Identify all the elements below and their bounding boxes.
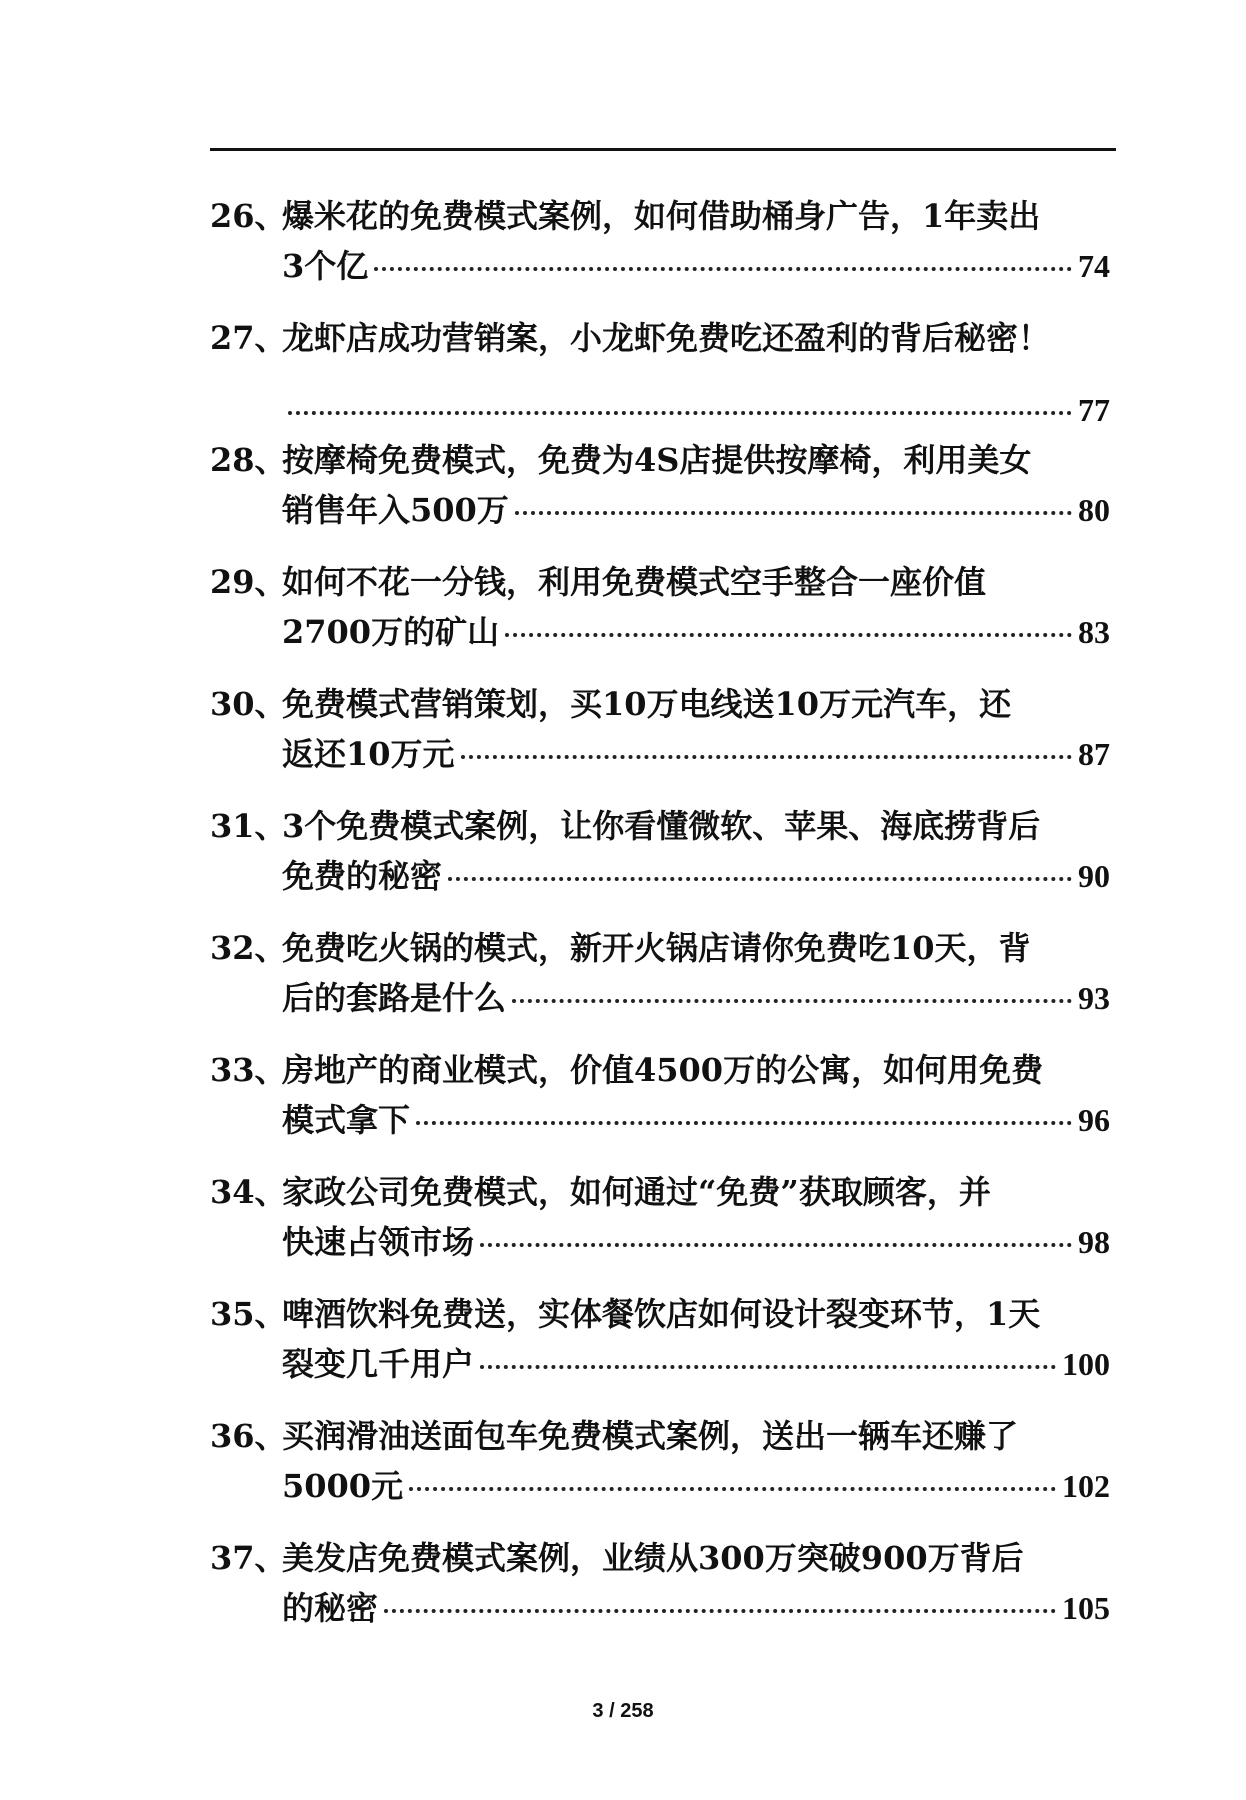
entry-title-continued: 返还10万元	[282, 735, 455, 773]
entry-page-number: 100	[1062, 1346, 1110, 1382]
entry-number: 29、	[210, 563, 287, 601]
entry-number: 34、	[210, 1173, 287, 1211]
toc-entry-26[interactable]	[210, 196, 1110, 318]
toc-entry-27[interactable]	[210, 318, 1110, 440]
toc-entry-30[interactable]	[210, 684, 1110, 806]
entry-title: 免费吃火锅的模式，新开火锅店请你免费吃10天，背	[282, 929, 1031, 967]
entry-page-number: 87	[1078, 736, 1110, 772]
toc-entry-35[interactable]	[210, 1294, 1110, 1416]
entry-page-number: 96	[1078, 1102, 1110, 1138]
dot-leader	[448, 877, 1072, 881]
entry-title-continued: 的秘密	[282, 1589, 379, 1627]
entry-title: 美发店免费模式案例，业绩从300万突破900万背后	[282, 1539, 1024, 1577]
entry-title: 爆米花的免费模式案例，如何借助桶身广告，1年卖出	[282, 197, 1041, 235]
entry-title-continued: 快速占领市场	[282, 1223, 475, 1261]
dot-leader	[512, 999, 1072, 1003]
dot-leader	[288, 411, 1072, 415]
table-of-contents	[210, 196, 1110, 1660]
dot-leader	[461, 755, 1072, 759]
dot-leader	[480, 1243, 1072, 1247]
entry-title-continued: 免费的秘密	[282, 857, 443, 895]
entry-title-continued: 5000元	[282, 1467, 404, 1505]
entry-number: 35、	[210, 1295, 287, 1333]
entry-number: 37、	[210, 1539, 287, 1577]
entry-number: 30、	[210, 685, 287, 723]
entry-title-continued: 后的套路是什么	[282, 979, 507, 1017]
entry-title: 免费模式营销策划，买10万电线送10万元汽车，还	[282, 685, 1012, 723]
entry-page-number: 77	[1078, 392, 1110, 428]
entry-page-number: 74	[1078, 248, 1110, 284]
dot-leader	[416, 1121, 1072, 1125]
entry-title: 龙虾店成功营销案，小龙虾免费吃还盈利的背后秘密！	[282, 319, 1051, 357]
dot-leader	[374, 267, 1072, 271]
entry-number: 26、	[210, 197, 287, 235]
entry-page-number: 83	[1078, 614, 1110, 650]
entry-number: 36、	[210, 1417, 287, 1455]
entry-title-continued: 模式拿下	[282, 1101, 411, 1139]
entry-number: 32、	[210, 929, 287, 967]
toc-entry-36[interactable]	[210, 1416, 1110, 1538]
toc-entry-29[interactable]	[210, 562, 1110, 684]
toc-entry-33[interactable]	[210, 1050, 1110, 1172]
entry-page-number: 93	[1078, 980, 1110, 1016]
toc-entry-32[interactable]	[210, 928, 1110, 1050]
toc-entry-37[interactable]	[210, 1538, 1110, 1660]
entry-number: 27、	[210, 319, 287, 357]
entry-title: 买润滑油送面包车免费模式案例，送出一辆车还赚了	[282, 1417, 1019, 1455]
dot-leader	[515, 511, 1072, 515]
entry-title-continued: 裂变几千用户	[282, 1345, 475, 1383]
entry-title: 房地产的商业模式，价值4500万的公寓，如何用免费	[282, 1051, 1044, 1089]
dot-leader	[409, 1487, 1056, 1491]
dot-leader	[384, 1609, 1056, 1613]
dot-leader	[505, 633, 1072, 637]
entry-title-continued: 2700万的矿山	[282, 613, 500, 651]
entry-page-number: 102	[1062, 1468, 1110, 1504]
toc-entry-28[interactable]	[210, 440, 1110, 562]
entry-page-number: 90	[1078, 858, 1110, 894]
entry-title: 家政公司免费模式，如何通过“免费”获取顾客，并	[282, 1173, 991, 1211]
entry-number: 28、	[210, 441, 287, 479]
header-rule	[210, 148, 1116, 151]
entry-page-number: 98	[1078, 1224, 1110, 1260]
dot-leader	[480, 1365, 1056, 1369]
entry-number: 33、	[210, 1051, 287, 1089]
entry-title: 啤酒饮料免费送，实体餐饮店如何设计裂变环节，1天	[282, 1295, 1041, 1333]
entry-number: 31、	[210, 807, 287, 845]
entry-title-continued: 销售年入500万	[282, 491, 509, 529]
entry-page-number: 105	[1062, 1590, 1110, 1626]
toc-entry-31[interactable]	[210, 806, 1110, 928]
toc-entry-34[interactable]	[210, 1172, 1110, 1294]
entry-title: 按摩椅免费模式，免费为4S店提供按摩椅，利用美女	[282, 441, 1032, 479]
entry-title: 如何不花一分钱，利用免费模式空手整合一座价值	[282, 563, 987, 601]
entry-title-continued: 3个亿	[282, 247, 369, 285]
entry-page-number: 80	[1078, 492, 1110, 528]
page-indicator: 3 / 258	[592, 1700, 654, 1722]
entry-title: 3个免费模式案例，让你看懂微软、苹果、海底捞背后	[282, 807, 1041, 845]
